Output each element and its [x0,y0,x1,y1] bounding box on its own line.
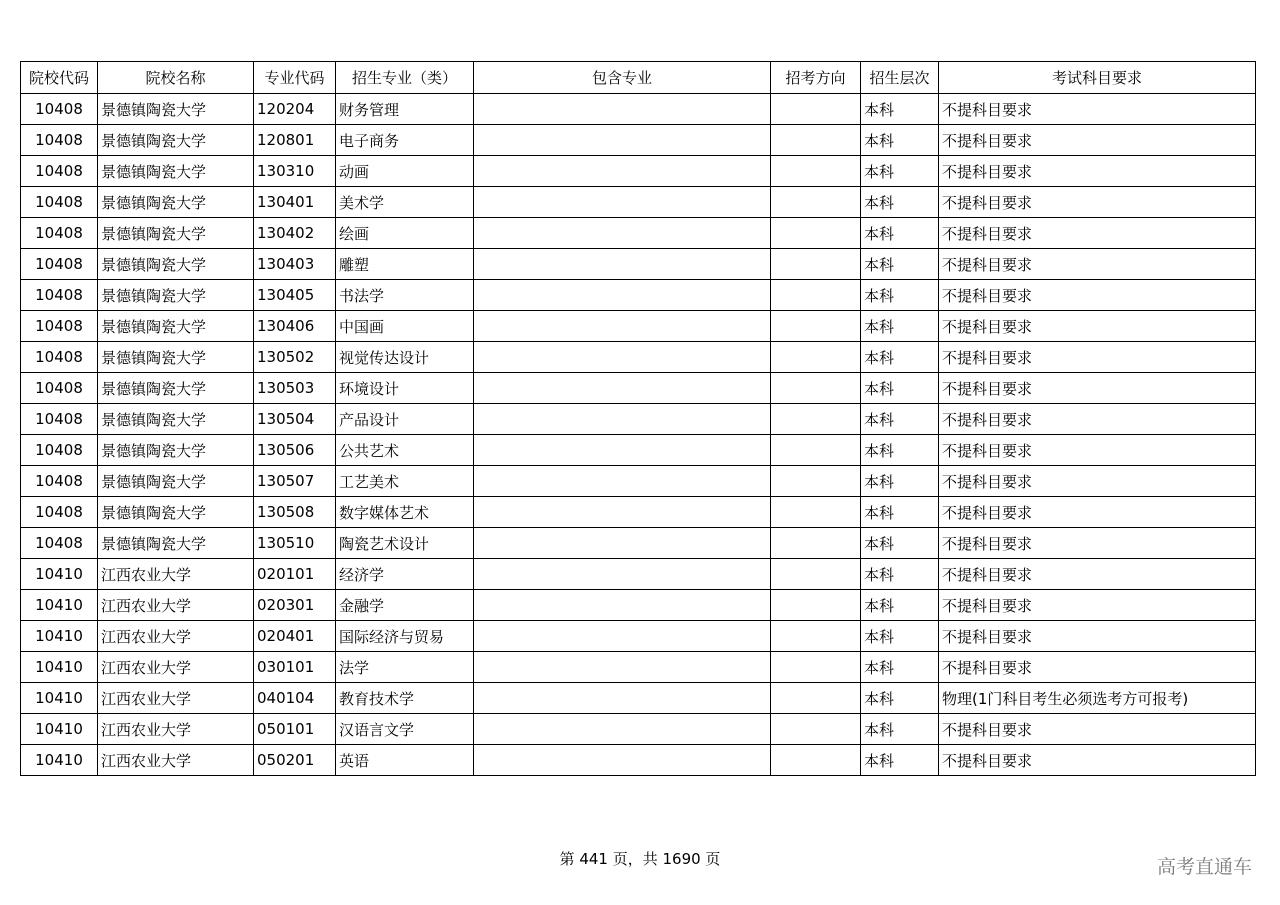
cell-school-name: 江西农业大学 [98,714,254,745]
cell-school-code: 10408 [21,373,98,404]
cell-major: 中国画 [336,311,474,342]
cell-direction [771,745,861,776]
cell-included-majors [474,342,771,373]
cell-direction [771,466,861,497]
cell-included-majors [474,156,771,187]
cell-subject-requirement: 不提科目要求 [939,621,1256,652]
table-row [21,652,1256,683]
table-row [21,311,1256,342]
cell-subject-requirement: 不提科目要求 [939,590,1256,621]
cell-subject-requirement: 不提科目要求 [939,249,1256,280]
cell-subject-requirement: 不提科目要求 [939,280,1256,311]
cell-school-code: 10408 [21,125,98,156]
cell-subject-requirement: 不提科目要求 [939,404,1256,435]
cell-included-majors [474,528,771,559]
cell-major: 财务管理 [336,94,474,125]
table-row [21,218,1256,249]
cell-major: 动画 [336,156,474,187]
table-row [21,497,1256,528]
header-included-majors: 包含专业 [474,62,771,94]
cell-level: 本科 [861,311,939,342]
cell-major: 陶瓷艺术设计 [336,528,474,559]
cell-school-name: 景德镇陶瓷大学 [98,280,254,311]
cell-direction [771,683,861,714]
cell-level: 本科 [861,497,939,528]
cell-major: 产品设计 [336,404,474,435]
cell-level: 本科 [861,342,939,373]
cell-included-majors [474,404,771,435]
cell-major: 美术学 [336,187,474,218]
cell-direction [771,621,861,652]
cell-major-code: 130405 [254,280,336,311]
cell-school-name: 江西农业大学 [98,745,254,776]
table-row [21,156,1256,187]
cell-school-code: 10408 [21,280,98,311]
cell-level: 本科 [861,466,939,497]
cell-level: 本科 [861,187,939,218]
table-row [21,125,1256,156]
cell-school-code: 10410 [21,621,98,652]
cell-major-code: 130508 [254,497,336,528]
cell-direction [771,652,861,683]
cell-major: 汉语言文学 [336,714,474,745]
table-body [21,94,1256,776]
cell-major: 英语 [336,745,474,776]
cell-major: 环境设计 [336,373,474,404]
cell-major-code: 040104 [254,683,336,714]
cell-school-code: 10410 [21,714,98,745]
cell-direction [771,249,861,280]
table-row [21,559,1256,590]
cell-subject-requirement: 不提科目要求 [939,714,1256,745]
cell-major-code: 050201 [254,745,336,776]
cell-major-code: 130310 [254,156,336,187]
cell-direction [771,497,861,528]
cell-direction [771,435,861,466]
cell-major: 公共艺术 [336,435,474,466]
cell-school-name: 景德镇陶瓷大学 [98,249,254,280]
cell-major-code: 130406 [254,311,336,342]
header-subject-requirement: 考试科目要求 [939,62,1256,94]
cell-level: 本科 [861,218,939,249]
cell-direction [771,528,861,559]
header-school-name: 院校名称 [98,62,254,94]
table-row [21,404,1256,435]
cell-subject-requirement: 不提科目要求 [939,156,1256,187]
header-level: 招生层次 [861,62,939,94]
cell-level: 本科 [861,404,939,435]
cell-major: 视觉传达设计 [336,342,474,373]
cell-included-majors [474,714,771,745]
header-row [21,62,1256,94]
table-row [21,94,1256,125]
cell-school-name: 景德镇陶瓷大学 [98,218,254,249]
cell-school-name: 景德镇陶瓷大学 [98,156,254,187]
table-row [21,280,1256,311]
cell-major-code: 020401 [254,621,336,652]
cell-included-majors [474,497,771,528]
cell-level: 本科 [861,435,939,466]
cell-subject-requirement: 不提科目要求 [939,559,1256,590]
cell-included-majors [474,280,771,311]
cell-included-majors [474,94,771,125]
cell-subject-requirement: 不提科目要求 [939,466,1256,497]
table-row [21,714,1256,745]
table-row [21,342,1256,373]
cell-school-code: 10408 [21,528,98,559]
cell-level: 本科 [861,249,939,280]
cell-school-name: 景德镇陶瓷大学 [98,94,254,125]
cell-school-name: 江西农业大学 [98,621,254,652]
cell-major-code: 130504 [254,404,336,435]
cell-subject-requirement: 不提科目要求 [939,652,1256,683]
cell-major-code: 120204 [254,94,336,125]
cell-major: 金融学 [336,590,474,621]
cell-included-majors [474,249,771,280]
cell-subject-requirement: 不提科目要求 [939,528,1256,559]
cell-level: 本科 [861,621,939,652]
cell-major-code: 130503 [254,373,336,404]
header-major: 招生专业（类） [336,62,474,94]
cell-school-code: 10408 [21,187,98,218]
page-number: 第 441 页，共 1690 页 [559,850,721,868]
cell-included-majors [474,652,771,683]
cell-included-majors [474,187,771,218]
cell-major: 书法学 [336,280,474,311]
cell-subject-requirement: 不提科目要求 [939,435,1256,466]
cell-major-code: 130403 [254,249,336,280]
cell-included-majors [474,311,771,342]
cell-major-code: 130507 [254,466,336,497]
cell-major: 经济学 [336,559,474,590]
header-major-code: 专业代码 [254,62,336,94]
cell-included-majors [474,218,771,249]
cell-included-majors [474,125,771,156]
cell-included-majors [474,559,771,590]
table-row [21,528,1256,559]
cell-level: 本科 [861,745,939,776]
cell-major-code: 130401 [254,187,336,218]
cell-level: 本科 [861,94,939,125]
cell-included-majors [474,590,771,621]
cell-direction [771,373,861,404]
table-row [21,621,1256,652]
cell-school-name: 景德镇陶瓷大学 [98,125,254,156]
cell-included-majors [474,621,771,652]
cell-level: 本科 [861,528,939,559]
table-row [21,373,1256,404]
cell-school-code: 10410 [21,559,98,590]
table-row [21,466,1256,497]
cell-school-name: 景德镇陶瓷大学 [98,187,254,218]
cell-school-name: 江西农业大学 [98,559,254,590]
enrollment-table [20,61,1256,776]
cell-major-code: 130402 [254,218,336,249]
cell-school-code: 10410 [21,745,98,776]
cell-level: 本科 [861,125,939,156]
cell-major-code: 130502 [254,342,336,373]
cell-direction [771,218,861,249]
cell-subject-requirement: 不提科目要求 [939,497,1256,528]
cell-major-code: 130510 [254,528,336,559]
cell-subject-requirement: 不提科目要求 [939,125,1256,156]
watermark: 高考直通车 [1156,856,1252,878]
cell-major-code: 050101 [254,714,336,745]
cell-school-code: 10410 [21,683,98,714]
cell-level: 本科 [861,590,939,621]
cell-major: 教育技术学 [336,683,474,714]
header-direction: 招考方向 [771,62,861,94]
cell-subject-requirement: 不提科目要求 [939,94,1256,125]
cell-major: 电子商务 [336,125,474,156]
cell-level: 本科 [861,559,939,590]
cell-school-code: 10408 [21,311,98,342]
cell-major-code: 020301 [254,590,336,621]
cell-school-name: 景德镇陶瓷大学 [98,373,254,404]
cell-direction [771,156,861,187]
table-row [21,745,1256,776]
cell-school-code: 10408 [21,466,98,497]
table-row [21,435,1256,466]
cell-subject-requirement: 不提科目要求 [939,745,1256,776]
cell-direction [771,94,861,125]
cell-school-code: 10408 [21,94,98,125]
cell-subject-requirement: 不提科目要求 [939,311,1256,342]
cell-major: 数字媒体艺术 [336,497,474,528]
cell-school-code: 10410 [21,590,98,621]
cell-direction [771,590,861,621]
cell-subject-requirement: 不提科目要求 [939,187,1256,218]
cell-school-code: 10408 [21,249,98,280]
cell-major-code: 030101 [254,652,336,683]
table-row [21,249,1256,280]
cell-subject-requirement: 物理(1门科目考生必须选考方可报考) [939,683,1256,714]
cell-direction [771,280,861,311]
cell-subject-requirement: 不提科目要求 [939,218,1256,249]
cell-school-code: 10408 [21,497,98,528]
cell-included-majors [474,683,771,714]
cell-school-name: 景德镇陶瓷大学 [98,404,254,435]
table-row [21,683,1256,714]
cell-school-name: 景德镇陶瓷大学 [98,497,254,528]
cell-school-code: 10408 [21,156,98,187]
cell-school-name: 江西农业大学 [98,683,254,714]
cell-school-code: 10408 [21,218,98,249]
cell-major-code: 120801 [254,125,336,156]
cell-school-name: 景德镇陶瓷大学 [98,435,254,466]
cell-school-name: 景德镇陶瓷大学 [98,342,254,373]
cell-subject-requirement: 不提科目要求 [939,373,1256,404]
cell-school-name: 江西农业大学 [98,590,254,621]
cell-major: 雕塑 [336,249,474,280]
cell-school-name: 景德镇陶瓷大学 [98,311,254,342]
cell-school-name: 景德镇陶瓷大学 [98,466,254,497]
cell-major: 法学 [336,652,474,683]
cell-included-majors [474,745,771,776]
cell-school-name: 景德镇陶瓷大学 [98,528,254,559]
cell-level: 本科 [861,683,939,714]
cell-level: 本科 [861,156,939,187]
cell-major-code: 130506 [254,435,336,466]
cell-direction [771,714,861,745]
cell-level: 本科 [861,280,939,311]
table-row [21,187,1256,218]
header-school-code: 院校代码 [21,62,98,94]
cell-major: 国际经济与贸易 [336,621,474,652]
cell-subject-requirement: 不提科目要求 [939,342,1256,373]
cell-direction [771,559,861,590]
cell-level: 本科 [861,652,939,683]
table-row [21,590,1256,621]
cell-major: 工艺美术 [336,466,474,497]
cell-direction [771,125,861,156]
cell-level: 本科 [861,373,939,404]
cell-level: 本科 [861,714,939,745]
cell-school-code: 10408 [21,404,98,435]
cell-school-name: 江西农业大学 [98,652,254,683]
cell-direction [771,342,861,373]
cell-school-code: 10408 [21,342,98,373]
cell-direction [771,404,861,435]
cell-direction [771,311,861,342]
cell-direction [771,187,861,218]
cell-included-majors [474,435,771,466]
cell-included-majors [474,373,771,404]
cell-included-majors [474,466,771,497]
cell-school-code: 10408 [21,435,98,466]
cell-major-code: 020101 [254,559,336,590]
cell-major: 绘画 [336,218,474,249]
cell-school-code: 10410 [21,652,98,683]
